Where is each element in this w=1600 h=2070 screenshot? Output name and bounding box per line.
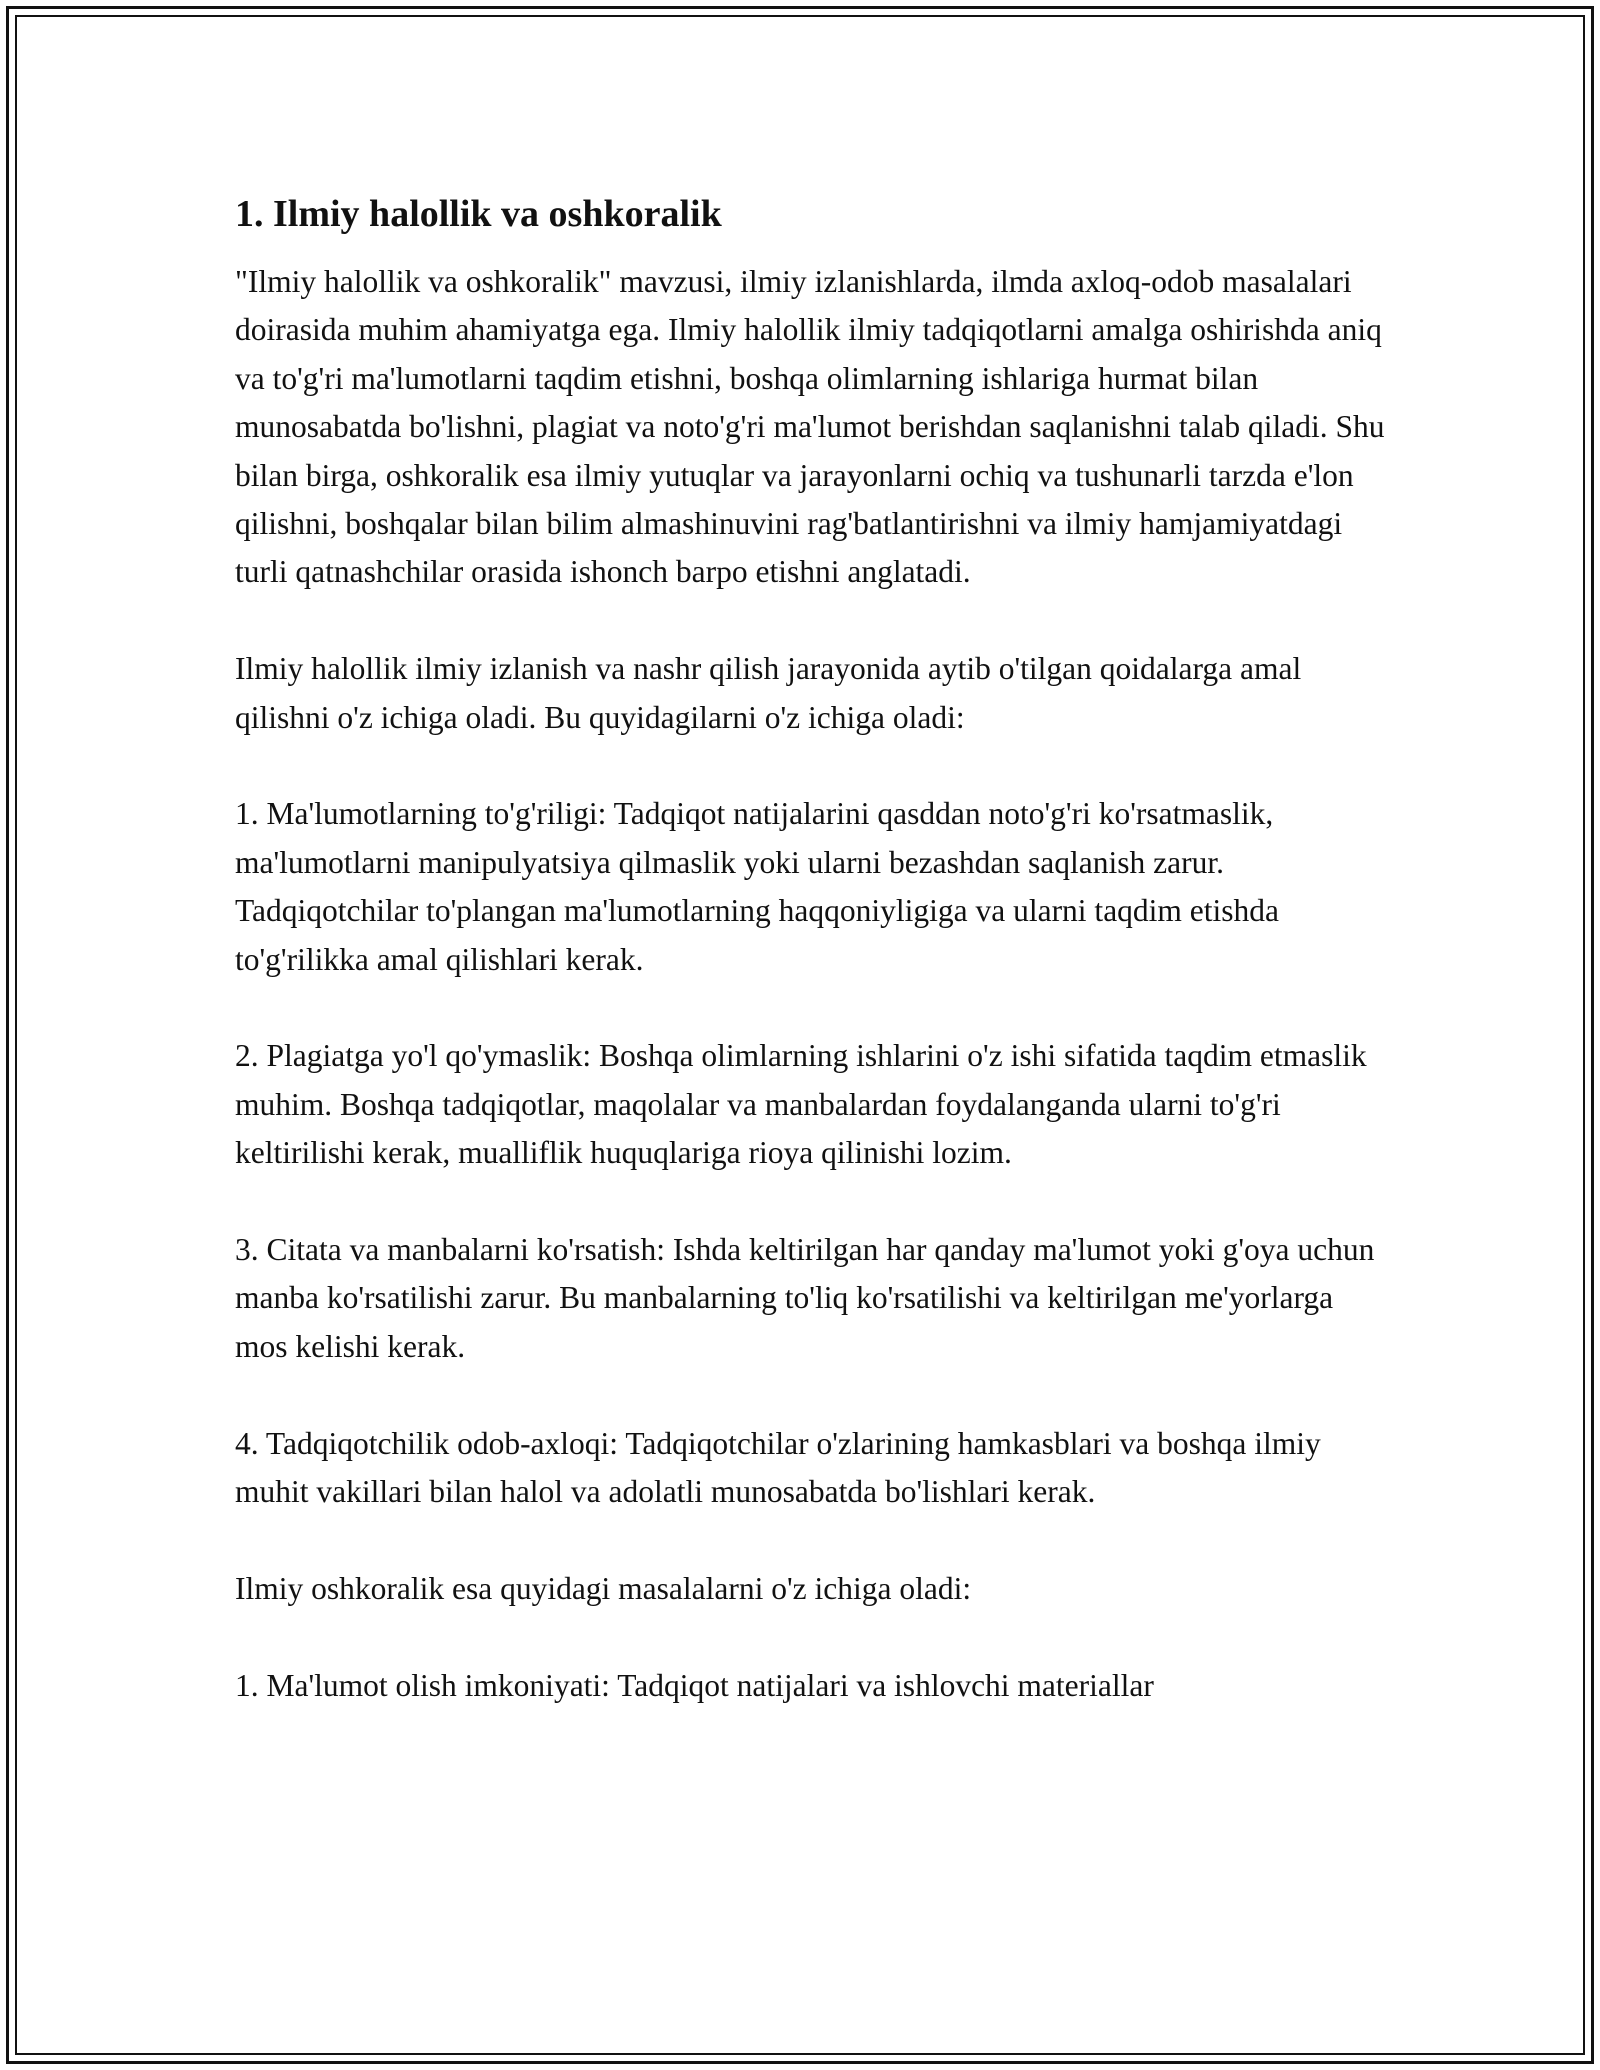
paragraph-halollik: Ilmiy halollik ilmiy izlanish va nashr qilish jarayonida aytib o'tilgan qoidalarga amal qilishni o'z ichiga oladi. Bu quyidagilarni o'z ichiga oladi: [235, 651, 1302, 735]
list-item-plagiat: 2. Plagiatga yo'l qo'ymaslik: Boshqa olimlarning ishlarini o'z ishi sifatida taqdim etmaslik muhim. Boshqa tadqiqotlar, maqolalar va manbalardan foydalanganda ularni to'g'ri keltirilishi kerak, mualliflik huquqlariga rioya qilinishi lozim. [235, 1038, 1367, 1171]
paragraph-intro: "Ilmiy halollik va oshkoralik" mavzusi, ilmiy izlanishlarda, ilmda axloq-odob masalalari doirasida muhim ahamiyatga ega. Ilmiy halollik ilmiy tadqiqotlarni amalga oshirishda aniq va to'g'ri ma'lumotlarni taqdim etishni, boshqa olimlarning ishlariga hurmat bilan munosabatda bo'lishni, plagiat va noto'g'ri ma'lumot berishdan saqlanishni talab qiladi. Shu bilan birga, oshkoralik esa ilmiy yutuqlar va jarayonlarni ochiq va tushunarli tarzda e'lon qilishni, boshqalar bilan bilim almashinuvini rag'batlantirishni va ilmiy hamjamiyatdagi turli qatnashchilar orasida ishonch barpo etishni anglatadi. [235, 264, 1385, 590]
list-item-malumotlar: 1. Ma'lumotlarning to'g'riligi: Tadqiqot natijalarini qasddan noto'g'ri ko'rsatmaslik, ma'lumotlarni manipulyatsiya qilmaslik yoki ularni bezashdan saqlanish zarur. Tadqiqotchilar to'plangan ma'lumotlarning haqqoniyligiga va ularni taqdim etishda to'g'rilikka amal qilishlari kerak. [235, 796, 1280, 977]
section-heading: 1. Ilmiy halollik va oshkoralik [235, 193, 722, 235]
document-body [235, 188, 1385, 1710]
paragraph-oshkoralik: Ilmiy oshkoralik esa quyidagi masalalarni o'z ichiga oladi: [235, 1570, 972, 1606]
list-item-citata: 3. Citata va manbalarni ko'rsatish: Ishda keltirilgan har qanday ma'lumot yoki g'oya uchun manba ko'rsatilishi zarur. Bu manbalarning to'liq ko'rsatilishi va keltirilgan me'yorlarga mos kelishi kerak. [235, 1232, 1375, 1364]
list-item-malumot-olish: 1. Ma'lumot olish imkoniyati: Tadqiqot natijalari va ishlovchi materiallar [235, 1667, 1154, 1703]
list-item-odob-axloq: 4. Tadqiqotchilik odob-axloqi: Tadqiqotchilar o'zlarining hamkasblari va boshqa ilmiy muhit vakillari bilan halol va adolatli munosabatda bo'lishlari kerak. [235, 1425, 1321, 1510]
